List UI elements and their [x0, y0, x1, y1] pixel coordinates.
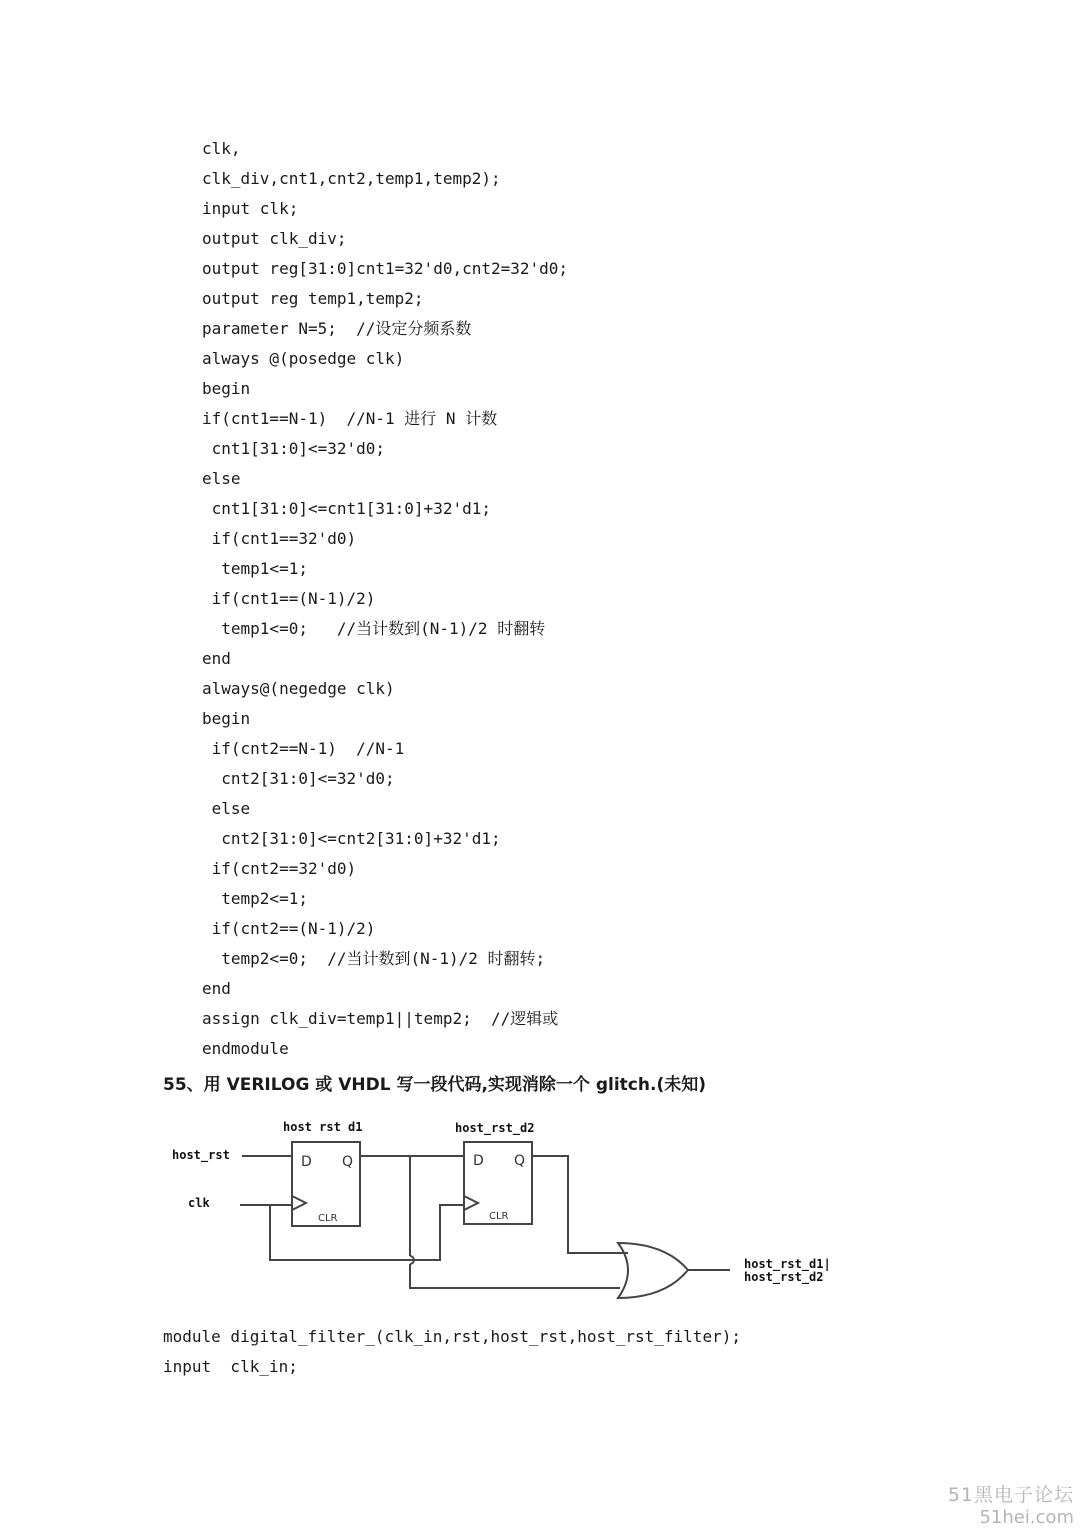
- ff1-pin-clr: CLR: [318, 1213, 338, 1224]
- host-rst-input-label: host_rst: [172, 1148, 230, 1162]
- code-line: cnt2[31:0]<=32'd0;: [202, 769, 395, 788]
- code-line: clk,: [202, 139, 241, 158]
- code-line: begin: [202, 709, 251, 728]
- code-line: temp1<=1;: [202, 559, 308, 578]
- question-heading: 55、用 VERILOG 或 VHDL 写一段代码,实现消除一个 glitch.(未知): [163, 1075, 706, 1095]
- code-line: cnt1[31:0]<=cnt1[31:0]+32'd1;: [202, 499, 491, 518]
- code-line: output clk_div;: [202, 229, 347, 248]
- ff2-pin-clr: CLR: [489, 1211, 509, 1222]
- code-line: output reg[31:0]cnt1=32'd0,cnt2=32'd0;: [202, 259, 569, 278]
- code-line: input clk;: [202, 199, 299, 218]
- output-label-line1: host_rst_d1|: [744, 1257, 831, 1271]
- watermark-url: 51hei.com: [979, 1507, 1074, 1528]
- code-line: output reg temp1,temp2;: [202, 289, 424, 308]
- code-line: assign clk_div=temp1||temp2; //逻辑或: [202, 1009, 559, 1028]
- code-line: temp2<=0; //当计数到(N-1)/2 时翻转;: [202, 949, 546, 968]
- code-line: else: [202, 799, 251, 818]
- code-line: if(cnt1==32'd0): [202, 529, 357, 548]
- ff2-pin-q: Q: [514, 1153, 526, 1169]
- code-line: begin: [202, 379, 251, 398]
- ff1-label: host rst d1: [283, 1120, 363, 1134]
- code-line: always @(posedge clk): [202, 349, 405, 368]
- ff2-label: host_rst_d2: [455, 1121, 535, 1135]
- code-line: else: [202, 469, 241, 488]
- code-line: module digital_filter_(clk_in,rst,host_rst,host_rst_filter);: [163, 1327, 741, 1346]
- code-line: if(cnt1==N-1) //N-1 进行 N 计数: [202, 409, 498, 428]
- ff1-pin-d: D: [301, 1154, 312, 1170]
- code-line: if(cnt2==32'd0): [202, 859, 357, 878]
- code-line: always@(negedge clk): [202, 679, 395, 698]
- code-line: if(cnt2==N-1) //N-1: [202, 739, 405, 758]
- or-gate: [618, 1243, 688, 1298]
- code-line: if(cnt1==(N-1)/2): [202, 589, 376, 608]
- watermark-text: 51黑电子论坛: [947, 1484, 1074, 1506]
- code-line: end: [202, 979, 231, 998]
- circuit-diagram: [160, 1108, 850, 1308]
- code-line: temp1<=0; //当计数到(N-1)/2 时翻转: [202, 619, 546, 638]
- ff2-clock-triangle: [464, 1196, 478, 1210]
- code-line: end: [202, 649, 231, 668]
- ff2-pin-d: D: [473, 1153, 484, 1169]
- code-line: endmodule: [202, 1039, 289, 1058]
- ff1-pin-q: Q: [342, 1154, 354, 1170]
- code-line: input clk_in;: [163, 1357, 298, 1376]
- code-line: clk_div,cnt1,cnt2,temp1,temp2);: [202, 169, 501, 188]
- output-label-line2: host_rst_d2: [744, 1270, 824, 1284]
- code-line: temp2<=1;: [202, 889, 308, 908]
- clk-input-label: clk: [188, 1196, 210, 1210]
- code-line: cnt2[31:0]<=cnt2[31:0]+32'd1;: [202, 829, 501, 848]
- code-line: if(cnt2==(N-1)/2): [202, 919, 376, 938]
- code-line: cnt1[31:0]<=32'd0;: [202, 439, 386, 458]
- ff1-clock-triangle: [292, 1196, 306, 1210]
- code-line: parameter N=5; //设定分频系数: [202, 319, 472, 338]
